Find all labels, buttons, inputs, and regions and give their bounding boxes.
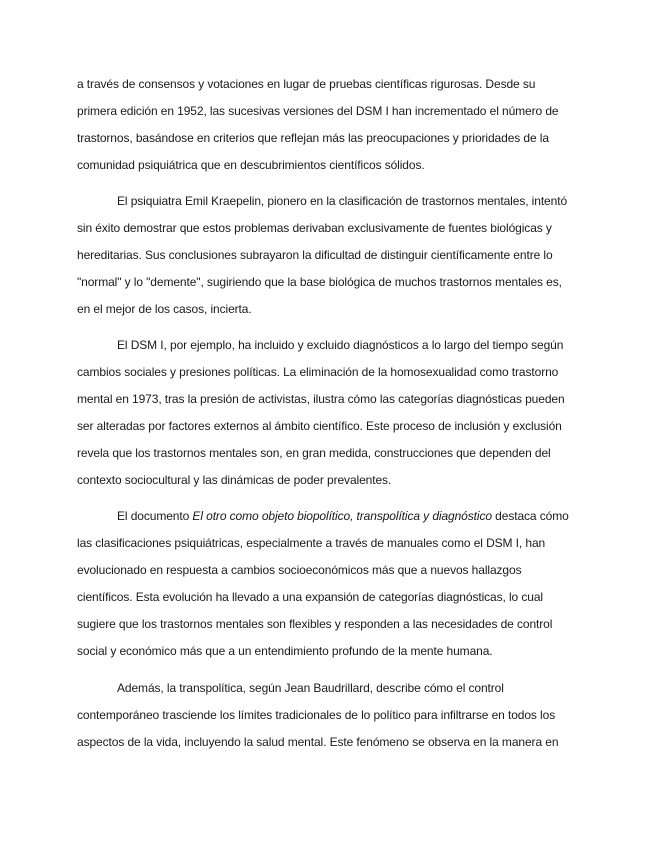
paragraph-2-line-1: El psiquiatra Emil Kraepelin, pionero en la clasificación de trastornos mentales, intentó bbox=[117, 194, 568, 208]
paragraph-2-line-4: "normal" y lo "demente", sugiriendo que la base biológica de muchos trastornos mentales es, bbox=[77, 275, 562, 289]
paragraph-5-line-1: Además, la transpolítica, según Jean Baudrillard, describe cómo el control bbox=[117, 681, 504, 695]
paragraph-3-line-2: cambios sociales y presiones políticas. La eliminación de la homosexualidad como trastorno bbox=[77, 365, 559, 379]
paragraph-3-line-1: El DSM I, por ejemplo, ha incluido y excluido diagnósticos a lo largo del tiempo según bbox=[117, 338, 564, 352]
paragraph-4-line-2: las clasificaciones psiquiátricas, especialmente a través de manuales como el DSM I, han bbox=[77, 536, 546, 550]
paragraph-4-text-before: El documento bbox=[117, 509, 193, 523]
paragraph-2-line-3: hereditarias. Sus conclusiones subrayaron la dificultad de distinguir científicamente entre lo bbox=[77, 248, 553, 262]
paragraph-5-line-2: contemporáneo trasciende los límites tradicionales de lo político para infiltrarse en todos los bbox=[77, 708, 556, 722]
paragraph-1-line-4: comunidad psiquiátrica que en descubrimientos científicos sólidos. bbox=[77, 158, 425, 172]
paragraph-4-line-4: científicos. Esta evolución ha llevado a una expansión de categorías diagnósticas, lo cual bbox=[77, 590, 543, 604]
paragraph-4-text-after: destaca cómo bbox=[491, 509, 569, 523]
paragraph-3-line-4: ser alteradas por factores externos al ámbito científico. Este proceso de inclusión y exclusión bbox=[77, 419, 562, 433]
paragraph-4-line-6: social y económico más que a un entendimiento profundo de la mente humana. bbox=[77, 644, 493, 658]
paragraph-3-line-3: mental en 1973, tras la presión de activistas, ilustra cómo las categorías diagnósticas pueden bbox=[77, 392, 565, 406]
paragraph-3-line-5: revela que los trastornos mentales son, en gran medida, construcciones que dependen del bbox=[77, 446, 551, 460]
paragraph-3-line-6: contexto sociocultural y las dinámicas de poder prevalentes. bbox=[77, 473, 392, 487]
paragraph-4-line-3: evolucionado en respuesta a cambios socioeconómicos más que a nuevos hallazgos bbox=[77, 563, 522, 577]
paragraph-4-line-5: sugiere que los trastornos mentales son flexibles y responden a las necesidades de control bbox=[77, 617, 553, 631]
paragraph-1-line-3: trastornos, basándose en criterios que reflejan más las preocupaciones y prioridades de la bbox=[77, 131, 549, 145]
paragraph-2-line-5: en el mejor de los casos, incierta. bbox=[77, 302, 252, 316]
paragraph-2-line-2: sin éxito demostrar que estos problemas derivaban exclusivamente de fuentes biológicas y bbox=[77, 221, 552, 235]
paragraph-4-line-1 bbox=[117, 509, 569, 523]
paragraph-5-line-3: aspectos de la vida, incluyendo la salud mental. Este fenómeno se observa en la manera en bbox=[77, 735, 559, 749]
paragraph-1-line-1: a través de consensos y votaciones en lugar de pruebas científicas rigurosas. Desde su bbox=[77, 77, 536, 91]
document-title-italic: El otro como objeto biopolítico, transpolítica y diagnóstico bbox=[192, 509, 492, 523]
paragraph-1-line-2: primera edición en 1952, las sucesivas versiones del DSM I han incrementado el número de bbox=[77, 104, 559, 118]
